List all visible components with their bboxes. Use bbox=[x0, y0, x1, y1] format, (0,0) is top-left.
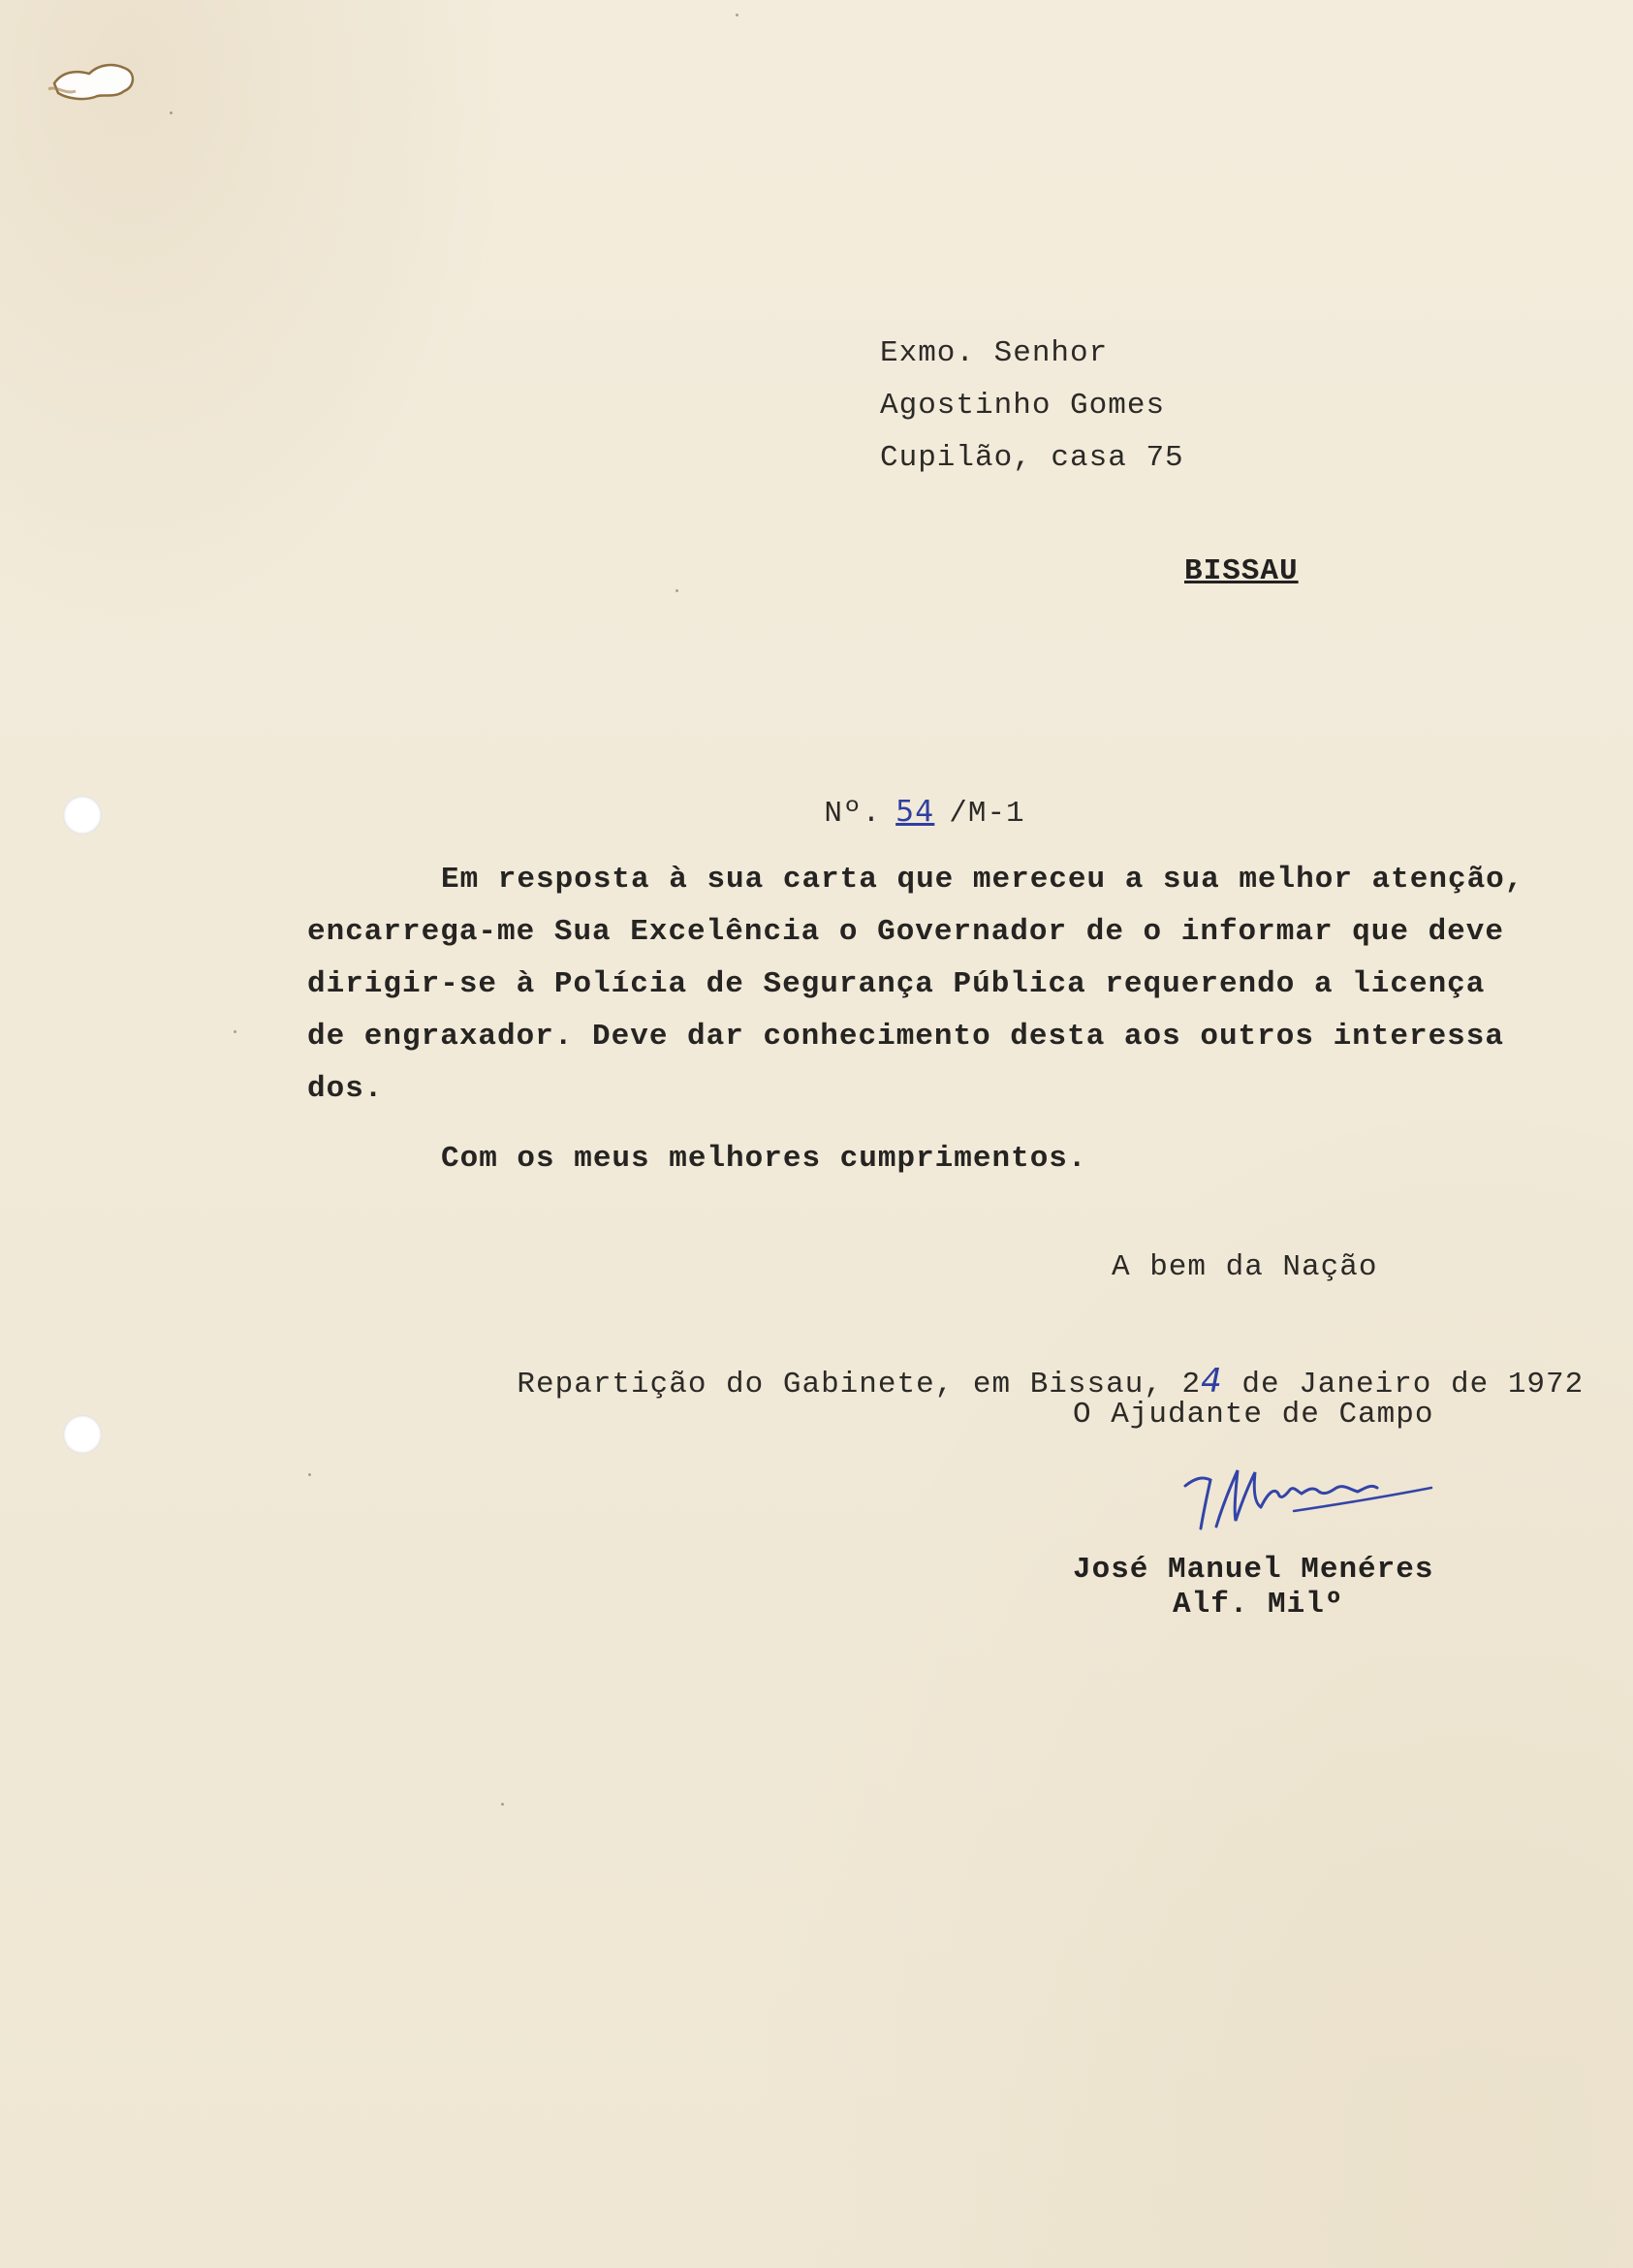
dateline-text: Repartição do Gabinete, em Bissau, 2 bbox=[517, 1368, 1202, 1402]
paper-speck bbox=[675, 589, 678, 592]
handwritten-signature bbox=[1178, 1449, 1449, 1556]
dateline-text-end: de Janeiro de 1972 bbox=[1222, 1368, 1585, 1402]
signatory-name: José Manuel Menéres bbox=[1073, 1553, 1434, 1587]
body-line: de engraxador. Deve dar conhecimento desta aos outros interessa bbox=[307, 1020, 1504, 1054]
reference-handwritten-number: 54 bbox=[895, 795, 935, 829]
body-line: Em resposta à sua carta que mereceu a sua melhor atenção, bbox=[441, 863, 1524, 897]
paper-speck bbox=[501, 1803, 504, 1806]
recipient-address: Cupilão, casa 75 bbox=[880, 441, 1184, 475]
recipient-city: BISSAU bbox=[1184, 554, 1299, 588]
recipient-salutation: Exmo. Senhor bbox=[880, 336, 1109, 370]
reference-number bbox=[748, 761, 1025, 865]
motto: A bem da Nação bbox=[1112, 1250, 1378, 1284]
dateline-handwritten-day: 4 bbox=[1201, 1362, 1223, 1401]
closing-line: Com os meus melhores cumprimentos. bbox=[441, 1142, 1087, 1176]
body-line: encarrega-me Sua Excelência o Governador de o informar que deve bbox=[307, 915, 1504, 949]
reference-prefix: Nº. bbox=[824, 797, 882, 831]
paper-speck bbox=[736, 14, 738, 16]
paper-speck bbox=[170, 111, 173, 114]
recipient-name: Agostinho Gomes bbox=[880, 389, 1166, 423]
body-line: dirigir-se à Polícia de Segurança Pública requerendo a licença bbox=[307, 967, 1486, 1001]
punch-hole-upper bbox=[63, 796, 102, 835]
signatory-title: O Ajudante de Campo bbox=[1073, 1398, 1434, 1432]
punch-hole-lower bbox=[63, 1415, 102, 1454]
paper-speck bbox=[308, 1473, 311, 1476]
body-line: dos. bbox=[307, 1072, 384, 1106]
signatory-rank: Alf. Milº bbox=[1173, 1588, 1344, 1622]
reference-suffix: /M-1 bbox=[949, 797, 1025, 831]
torn-paper-mark bbox=[47, 56, 140, 105]
paper-speck bbox=[234, 1030, 236, 1033]
